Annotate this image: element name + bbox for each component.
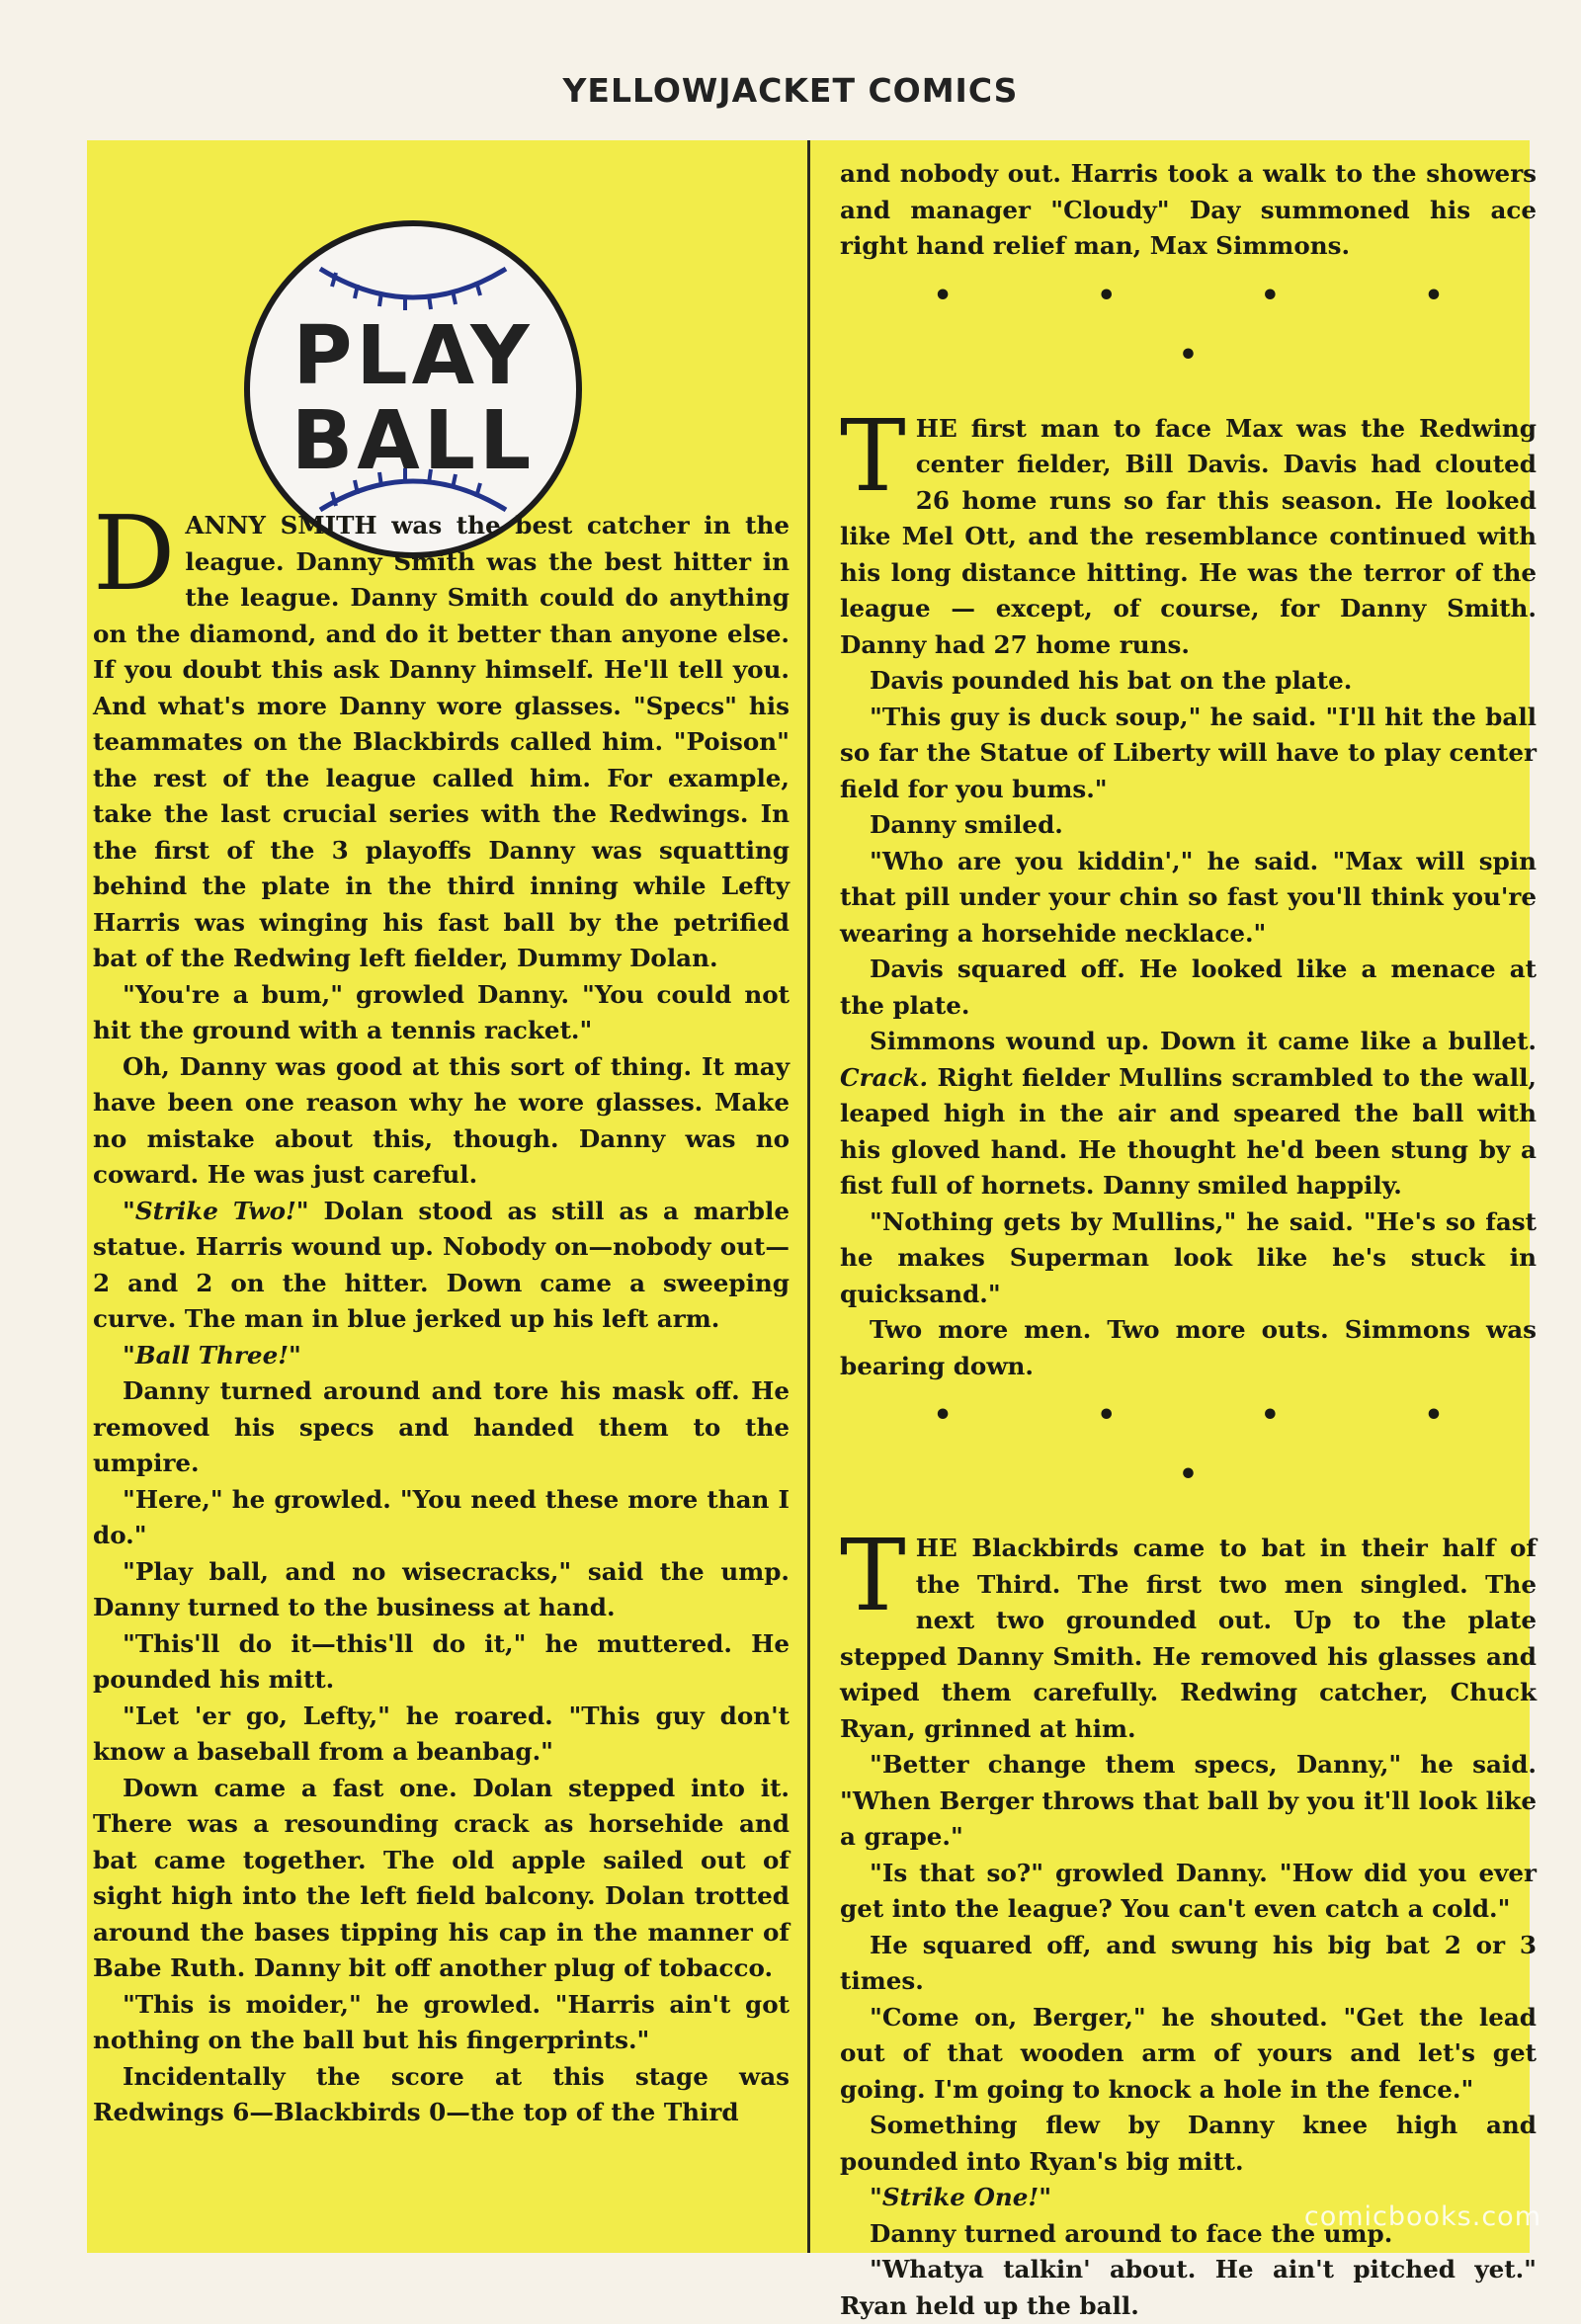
paragraph-text: "You're a bum," growled Danny. "You could not hit the ground with a tennis racket." [93, 979, 790, 1044]
paragraph-text: "Whatya talkin' about. He ain't pitched yet." Ryan held up the ball. [840, 2255, 1537, 2320]
paragraph-text: "Strike One!" [870, 2183, 1052, 2211]
story-paragraph [93, 1771, 790, 1987]
story-panel [87, 140, 1537, 2320]
paragraph-text: "Better change them specs, Danny," he said. "When Berger throws that ball by you it'll look like a grape." [840, 1750, 1537, 1851]
paragraph-text: Davis squared off. He looked like a menace at the plate. [840, 954, 1537, 1020]
story-paragraph [840, 397, 1537, 664]
story-paragraph [93, 1373, 790, 1482]
drop-cap: T [840, 397, 906, 514]
paragraph-text: Something flew by Danny knee high and pounded into Ryan's big mitt. [840, 2111, 1537, 2176]
drop-cap: T [840, 1518, 906, 1633]
paragraph-text: Danny turned around and tore his mask off. He removed his specs and handed them to the umpire. [93, 1376, 790, 1477]
paragraph-text: "This is moider," he growled. "Harris ain't got nothing on the ball but his fingerprints." [93, 1989, 790, 2054]
story-paragraph [840, 1518, 1537, 1747]
paragraph-text: "Is that so?" growled Danny. "How did you ever get into the league? You can't even catch a cold." [840, 1858, 1537, 1923]
paragraph-text: Oh, Danny was good at this sort of thing. It may have been one reason why he wore glasses. Make no mistake about this, though. Danny was no coward. He was just careful. [93, 1051, 790, 1189]
story-paragraph [93, 1338, 790, 1374]
watermark: comicbooks.com [1303, 2201, 1541, 2232]
story-paragraph [840, 700, 1537, 808]
drop-cap: D [93, 493, 176, 614]
story-paragraph [840, 2000, 1537, 2109]
paragraph-text: Davis pounded his bat on the plate. [870, 666, 1353, 695]
story-paragraph [840, 1747, 1537, 1856]
paragraph-text: Danny turned around to face the ump. [870, 2218, 1393, 2248]
story-paragraph [93, 977, 790, 1049]
section-separator: • • • • • [933, 1398, 1511, 1492]
paragraph-text: and nobody out. Harris took a walk to the showers and manager "Cloudy" Day summoned his ace right hand relief man, Max Simmons. [840, 159, 1537, 260]
paragraph-text: "This'll do it—this'll do it," he muttered. He pounded his mitt. [93, 1628, 790, 1694]
paragraph-text: Dolan stood as still as a marble statue. Harris wound up. Nobody on—nobody out—2 and 2 on the hitter. Down came a sweeping curve. The man in blue jerked up his left arm. [93, 1196, 790, 1333]
story-paragraph [840, 1024, 1537, 1204]
paragraph-text: Simmons wound up. Down it came like a bullet. [870, 1027, 1537, 1055]
story-paragraph [93, 1049, 790, 1194]
story-paragraph [93, 1699, 790, 1771]
story-paragraph [840, 1312, 1537, 1384]
right-column [840, 140, 1537, 2324]
paragraph-text: ANNY SMITH was the best catcher in the league. Danny Smith was the best hitter in the league. Danny Smith could do anything on the diamond, and do it better than anyone else. If you doubt this ask Danny himself. He'll tell you. And what's more Danny wore glasses. "Specs" his teammates on the Blackbirds called him. "Poison" the rest of the league called him. For example, take the last crucial series with the Redwings. In the first of the 3 playoffs Danny was squatting behind the plate in the third inning while Lefty Harris was winging his fast ball by the petrified bat of the Redwing left fielder, Dummy Dolan. [93, 511, 790, 972]
paragraph-text: "Who are you kiddin'," he said. "Max will spin that pill under your chin so fast you'll think you're wearing a horsehide necklace." [840, 846, 1537, 948]
italic-sound: Crack. [840, 1062, 929, 1092]
paragraph-text: Right fielder Mullins scrambled to the wall, leaped high in the air and speared the ball with his gloved hand. He thought he'd been stung by a fist full of hornets. Danny smiled happily. [840, 1062, 1537, 1200]
paragraph-text: "This guy is duck soup," he said. "I'll hit the ball so far the Statue of Liberty will have to play center field for you bums." [840, 702, 1537, 803]
paragraph-text: Danny smiled. [870, 810, 1063, 839]
paragraph-text: Down came a fast one. Dolan stepped into it. There was a resounding crack as horsehide and bat came together. The old apple sailed out of sight high into the left field balcony. Dolan trotted around the bases tipping his cap in the manner of Babe Ruth. Danny bit off another plug of tobacco. [93, 1773, 790, 1982]
paragraph-text: "Come on, Berger," he shouted. "Get the lead out of that wooden arm of yours and let's get going. I'm going to knock a hole in the fence." [840, 2002, 1537, 2104]
story-paragraph [93, 1482, 790, 1554]
story-paragraph [840, 1204, 1537, 1313]
paragraph-text: "Here," he growled. "You need these more than I do." [93, 1484, 790, 1549]
paragraph-text: Two more men. Two more outs. Simmons was bearing down. [840, 1315, 1537, 1380]
story-paragraph [93, 1554, 790, 1626]
story-paragraph [93, 1987, 790, 2059]
paragraph-text: HE first man to face Max was the Redwing center fielder, Bill Davis. Davis had clouted 26 home runs so far this season. He looked like Mel Ott, and the resemblance continued with his long distance hitting. He was the terror of the league — except, of course, for Danny Smith. Danny had 27 home runs. [840, 413, 1537, 659]
story-paragraph [840, 156, 1537, 265]
section-separator: • • • • • [933, 278, 1511, 373]
story-paragraph [840, 844, 1537, 953]
logo-line-play: PLAY [292, 309, 534, 403]
paragraph-text: He squared off, and swung his big bat 2 or 3 times. [840, 1930, 1537, 1995]
story-paragraph [840, 2108, 1537, 2180]
paragraph-text: HE Blackbirds came to bat in their half of the Third. The first two men singled. The next two grounded out. Up to the plate stepped Danny Smith. He removed his glasses and wiped them carefully. Redwing catcher, Chuck Ryan, grinned at him. [840, 1534, 1537, 1743]
story-paragraph [840, 663, 1537, 700]
story-paragraph [93, 1194, 790, 1338]
story-paragraph [840, 952, 1537, 1024]
logo-line-ball: BALL [291, 394, 536, 488]
left-column [93, 140, 790, 2131]
paragraph-text: "Ball Three!" [123, 1340, 301, 1370]
column-divider [807, 140, 810, 2253]
page-header: YELLOWJACKET COMICS [562, 71, 1019, 110]
italic-call: "Strike Two!" [123, 1196, 309, 1225]
paragraph-text: "Let 'er go, Lefty," he roared. "This guy don't know a baseball from a beanbag." [93, 1701, 790, 1766]
paragraph-text: Incidentally the score at this stage was Redwings 6—Blackbirds 0—the top of the Third [93, 2061, 790, 2126]
story-paragraph [840, 1928, 1537, 2000]
story-paragraph [840, 1856, 1537, 1928]
paragraph-text: "Play ball, and no wisecracks," said the ump. Danny turned to the business at hand. [93, 1556, 790, 1621]
story-paragraph [840, 807, 1537, 844]
story-paragraph [840, 2252, 1537, 2324]
paragraph-text: "Nothing gets by Mullins," he said. "He's so fast he makes Superman look like he's stuck in quicksand." [840, 1206, 1537, 1308]
story-paragraph [93, 493, 790, 977]
story-paragraph [93, 1626, 790, 1699]
story-paragraph [93, 2059, 790, 2131]
